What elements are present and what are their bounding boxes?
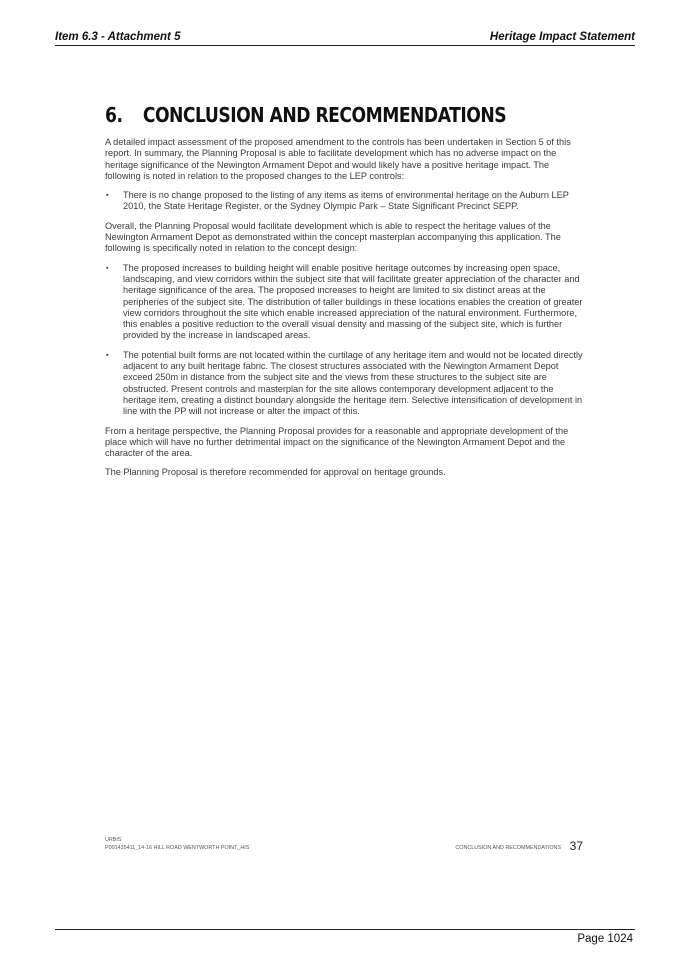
- section-heading: [105, 103, 506, 127]
- report-page-number: 37: [569, 839, 583, 853]
- header-left: Item 6.3 - Attachment 5: [55, 31, 181, 43]
- page-label: Page 1024: [577, 933, 633, 945]
- list-item: [105, 350, 583, 418]
- section-number: 6.: [105, 103, 123, 127]
- list-item-text: The potential built forms are not located within the curtilage of any heritage item and would not be located directly adjacent to any built heritage fabric. The closest structures associated with the Newington Armament Depot exceed 250m in distance from the subject site and the views from these structures to the subject site are obstructed. Present controls and masterplan for the site allows contemporary development adjacent to the heritage item, creating a distinct boundary alongside the heritage item. Selective intensification of development in line with the PP will not increase or alter the impact of this.: [123, 349, 583, 417]
- bullet-icon: ▪: [106, 264, 109, 272]
- firm-name: URBIS: [105, 837, 122, 843]
- paragraph: Overall, the Planning Proposal would facilitate development which is able to respect the heritage values of the Newington Armament Depot as demonstrated within the concept masterplan accompanying this application. The following is specifically noted in relation to the concept design:: [105, 220, 561, 254]
- bullet-list: [105, 190, 583, 213]
- document-reference: P0014354​11_14-16 HILL ROAD WENTWORTH POINT_HIS: [105, 845, 250, 851]
- list-item: [105, 190, 583, 213]
- list-item-text: The proposed increases to building height will enable positive heritage outcomes by increasing open space, landscaping, and view corridors within the subject site that will facilitate greater appreciation of the character and heritage significance of the area. The proposed increases to height are limited to six distinct areas at the peripheries of the subject site. The distribution of taller buildings in these locations enables the creation of greater view corridors throughout the site which enable increased appreciation of the natural environment. Furthermore, this enables a positive reduction to the overall visual density and massing of the subject site, which is further provided by the increase in landscaped areas.: [123, 262, 583, 341]
- paragraph: The Planning Proposal is therefore recommended for approval on heritage grounds.: [105, 467, 446, 478]
- bullet-list: [105, 263, 583, 418]
- section-title: CONCLUSION AND RECOMMENDATIONS: [142, 103, 507, 127]
- bullet-icon: ▪: [106, 351, 109, 359]
- list-item: [105, 263, 583, 342]
- footer-section-label: CONCLUSION AND RECOMMENDATIONS: [455, 845, 561, 851]
- paragraph: From a heritage perspective, the Planning Proposal provides for a reasonable and appropriate development of the place which will have no further detrimental impact on the significance of the Newington Armament Depot and the character of the area.: [105, 425, 569, 459]
- list-item-text: There is no change proposed to the listing of any items as items of environmental heritage on the Auburn LEP 2010, the State Heritage Register, or the Sydney Olympic Park – State Significant Precinct SEPP.: [123, 190, 569, 212]
- paragraph: A detailed impact assessment of the proposed amendment to the controls has been undertaken in Section 5 of this report. In summary, the Planning Proposal is able to facilitate development which has no adverse impact on the heritage significance of the Newington Armament Depot and would likely have a positive heritage impact. The following is noted in relation to the proposed changes to the LEP controls:: [105, 137, 571, 181]
- page-header: [55, 31, 635, 46]
- document-body: [105, 137, 583, 487]
- header-right: Heritage Impact Statement: [489, 31, 635, 43]
- page-footer: [55, 929, 635, 945]
- bullet-icon: ▪: [106, 192, 109, 200]
